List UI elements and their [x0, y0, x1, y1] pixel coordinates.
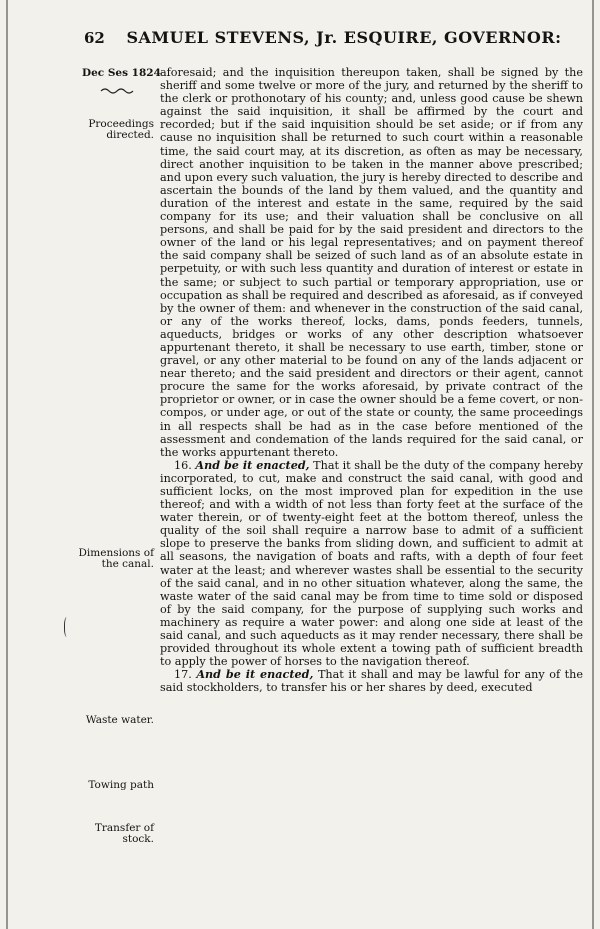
body-text — [160, 66, 583, 695]
section-17-text: That it shall and may be lawful for any of the said stockholders, to transfer his or her shares by deed, executed — [160, 668, 583, 695]
margin-waste-water: Waste water. — [85, 714, 154, 726]
squiggle-ornament — [100, 86, 136, 94]
section-17-number: 17. — [174, 668, 192, 682]
scan-edge-left — [6, 0, 8, 929]
margin-date: Dec Ses 1824 — [82, 67, 161, 79]
section-16-text: That it shall be the duty of the company hereby incorporated, to cut, make and construct the said canal, with good and sufficient locks, on the most improved plan for expedition in the use thereof; and with a width of not less than forty feet at the surface of the water therein, or of twenty-eight feet at the bottom thereof, unless the quality of the soil shall require a narrow base to admit of a sufficient slope to preserve the banks from sliding down, and sufficient to admit at all seasons, the navigation of boats and rafts, with a depth of four feet water at the least; and wherever wastes shall be essential to the security of the said canal, and in no other situation whatever, along the same, the waste water of the said canal may be from time to time sold or disposed of by the said company, for the purpose of supplying such works and machinery as require a water power: and along one side at least of the said canal, and such aqueducts as it may render necessary, there shall be provided throughout its whole extent a towing path of sufficient breadth to apply the power of horses to the navigation thereof. — [160, 458, 583, 669]
section-16 — [160, 459, 583, 669]
page-header — [84, 28, 566, 47]
margin-bracket-mark — [64, 617, 71, 637]
section-16-enacting-clause: And be it enacted, — [195, 457, 310, 472]
margin-dimensions: Dimensions of the canal. — [78, 547, 154, 570]
margin-transfer: Transfer of stock. — [94, 822, 154, 845]
section-16-number: 16. — [174, 458, 192, 472]
page-number: 62 — [84, 29, 105, 47]
running-head: SAMUEL STEVENS, Jr. ESQUIRE, GOVERNOR: — [126, 28, 562, 47]
margin-proceedings: Proceedings directed. — [88, 118, 154, 141]
paragraph-continuation: aforesaid; and the inquisition thereupon taken, shall be signed by the sheriff and some twelve or more of the jury, and returned by the sheriff to the clerk or prothonotary of his county; and, unless good cause be shewn against the said inquisition, it shall be affirmed by the court and recorded; but if the said inquisition should be set aside; or if from any cause no inquisition shall be returned to such court within a reasonable time, the said court may, at its discretion, as often as may be necessary, direct another inquisition to be taken in the manner above prescribed; and upon every such valuation, the jury is hereby directed to describe and ascertain the bounds of the land by them valued, and the quantity and duration of the interest and estate in the same, required by the said company for its use; and their valuation shall be conclusive on all persons, and shall be paid for by the said president and directors to the owner of the land or his legal representatives; and on payment thereof the said company shall be seized of such land as of an absolute estate in perpetuity, or with such less quantity and duration of interest or estate in the same; or subject to such partial or temporary appropriation, use or occupation as shall be required and described as aforesaid, as if conveyed by the owner of them: and whenever in the construction of the said canal, or any of the works thereof, locks, dams, ponds feeders, tunnels, aqueducts, bridges or works of any other description whatsoever appurtenant thereto, it shall be necessary to use earth, timber, stone or gravel, or any other material to be found on any of the lands adjacent or near thereto; and the said president and directors or their agent, cannot procure the same for the works aforesaid, by private contract of the proprietor or owner, or in case the owner should be a feme covert, or non-compos, or under age, or out of the state or county, the same proceedings in all respects shall be had as in the case before mentioned of the assessment and condemation of the lands required for the said canal, or the works appurtenant thereto. — [160, 66, 583, 459]
section-17-enacting-clause: And be it enacted, — [196, 667, 314, 682]
margin-towing-path: Towing path — [88, 779, 154, 791]
scan-edge-right — [592, 0, 594, 929]
section-17 — [160, 668, 583, 694]
